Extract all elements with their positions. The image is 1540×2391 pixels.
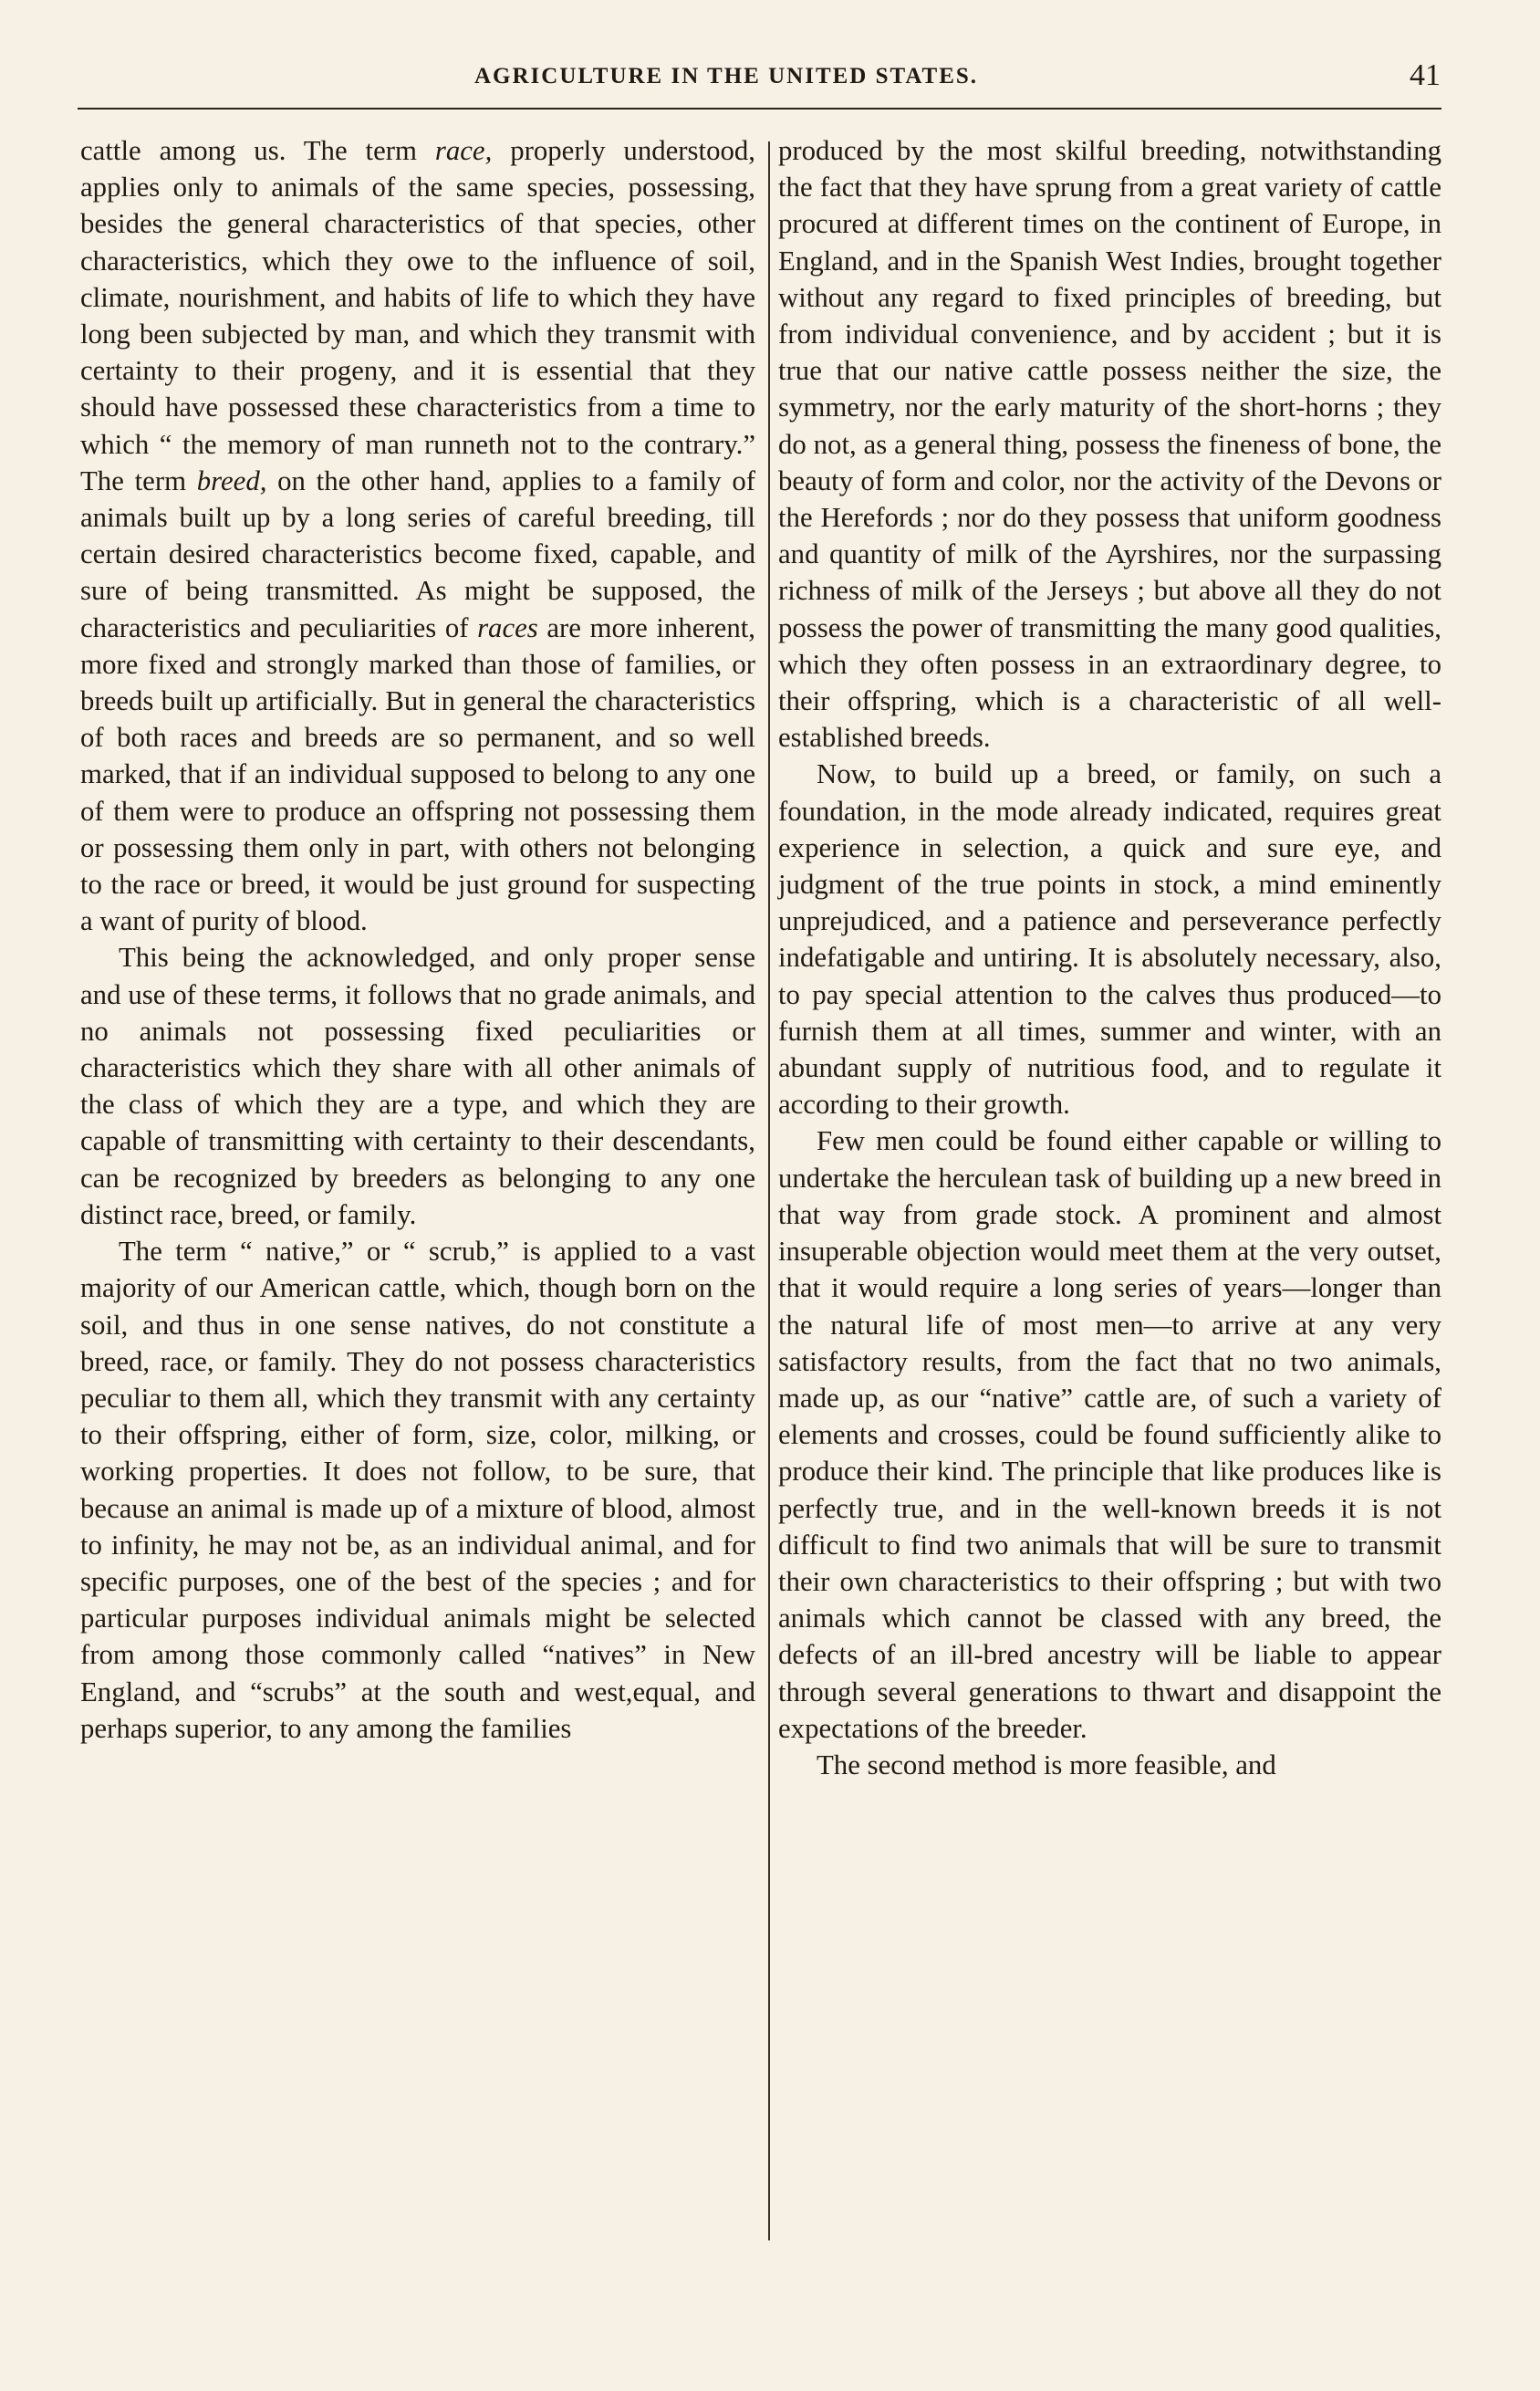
paragraph: The term “ native,” or “ scrub,” is applied to a vast majority of our American cattle, which, though born on the soil, and thus in one sense natives, do not constitute a breed, race, or family. They do not possess characteristics peculiar to them all, which they transmit with any certainty to their offspring, either of form, size, color, milking, or working properties. It does not follow, to be sure, that because an animal is made up of a mixture of blood, almost to infinity, he may not be, as an individual animal, and for specific purposes, one of the best of the species ; and for particular purposes individual animals might be selected from among those commonly called “natives” in New England, and “scrubs” at the south and west,equal, and perhaps superior, to any among the families — [80, 1236, 755, 1744]
running-head: AGRICULTURE IN THE UNITED STATES. — [474, 64, 979, 89]
text-run: on the other hand, applies to a family of animals built up by a long series of careful breeding, till certain desired characteristics become fixed, capable, and sure of being transmitted. As might be supposed, the characteristics and peculiarities of — [80, 465, 755, 643]
italic-term: races — [477, 611, 538, 643]
right-column — [778, 132, 1441, 1783]
paragraph — [80, 132, 755, 939]
page-number: 41 — [1410, 58, 1441, 92]
text-run: cattle among us. The term — [80, 135, 435, 166]
paragraph: produced by the most skilful breeding, notwithstanding the fact that they have sprung from a great variety of cattle procured at different times on the continent of Europe, in England, and in the Spanish West Indies, brought together without any regard to fixed principles of breeding, but from individual convenience, and by accident ; but it is true that our native cattle possess neither the size, the symmetry, nor the early maturity of the short-horns ; they do not, as a general thing, possess the fineness of bone, the beauty of form and color, nor the activity of the Devons or the Herefords ; nor do they possess that uniform goodness and quantity of milk of the Ayrshires, nor the surpassing richness of milk of the Jerseys ; but above all they do not possess the power of transmitting the many good qualities, which they often possess in an extraordinary degree, to their offspring, which is a characteristic of all well-established breeds. — [778, 135, 1441, 754]
paragraph: Now, to build up a breed, or family, on such a foundation, in the mode already indicated, requires great experience in selection, a quick and sure eye, and judgment of the true points in stock, a mind eminently unprejudiced, and a patience and perseverance perfectly indefatigable and untiring. It is absolutely necessary, also, to pay special attention to the calves thus produced—to furnish them at all times, summer and winter, with an abundant supply of nutritious food, and to regulate it according to their growth. — [778, 758, 1441, 1121]
paragraph: Few men could be found either capable or willing to undertake the herculean task of building up a new breed in that way from grade stock. A prominent and almost insuperable objection would meet them at the very outset, that it would require a long series of years—longer than the natural life of most men—to arrive at any very satisfactory results, from the fact that no two animals, made up, as our “native” cattle are, of such a variety of elements and crosses, could be found sufficiently alike to produce their kind. The principle that like produces like is perfectly true, and in the well-known breeds it is not difficult to find two animals that will be sure to transmit their own characteristics to their offspring ; but with two animals which cannot be classed with any breed, the defects of an ill-bred ancestry will be liable to appear through several generations to thwart and disappoint the expectations of the breeder. — [778, 1125, 1441, 1744]
italic-term: breed, — [196, 465, 267, 496]
italic-term: race, — [434, 135, 493, 166]
column-divider — [768, 141, 770, 2240]
header-rule — [78, 108, 1441, 110]
paragraph: This being the acknowledged, and only proper sense and use of these terms, it follows that no grade animals, and no animals not possessing fixed peculiarities or characteristics which they share with all other animals of the class of which they are a type, and which they are capable of transmitting with certainty to their descendants, can be recognized by breeders as belonging to any one distinct race, breed, or family. — [80, 942, 755, 1230]
text-run: properly understood, applies only to animals of the same species, possessing, besides the general characteristics of that species, other characteristics, which they owe to the influence of soil, climate, nourishment, and habits of life to which they have long been subjected by man, and which they transmit with certainty to their progeny, and it is essential that they should have possessed these characteristics from a time to which “ the memory of man runneth not to the contrary.” The term — [80, 135, 755, 496]
text-run: are more inherent, more fixed and strongly marked than those of families, or breeds built up artificially. But in general the characteristics of both races and breeds are so permanent, and so well marked, that if an individual supposed to belong to any one of them were to produce an offspring not possessing them or possessing them only in part, with others not belonging to the race or breed, it would be just ground for suspecting a want of purity of blood. — [80, 611, 755, 937]
left-column — [80, 132, 755, 1747]
paragraph: The second method is more feasible, and — [817, 1749, 1276, 1780]
